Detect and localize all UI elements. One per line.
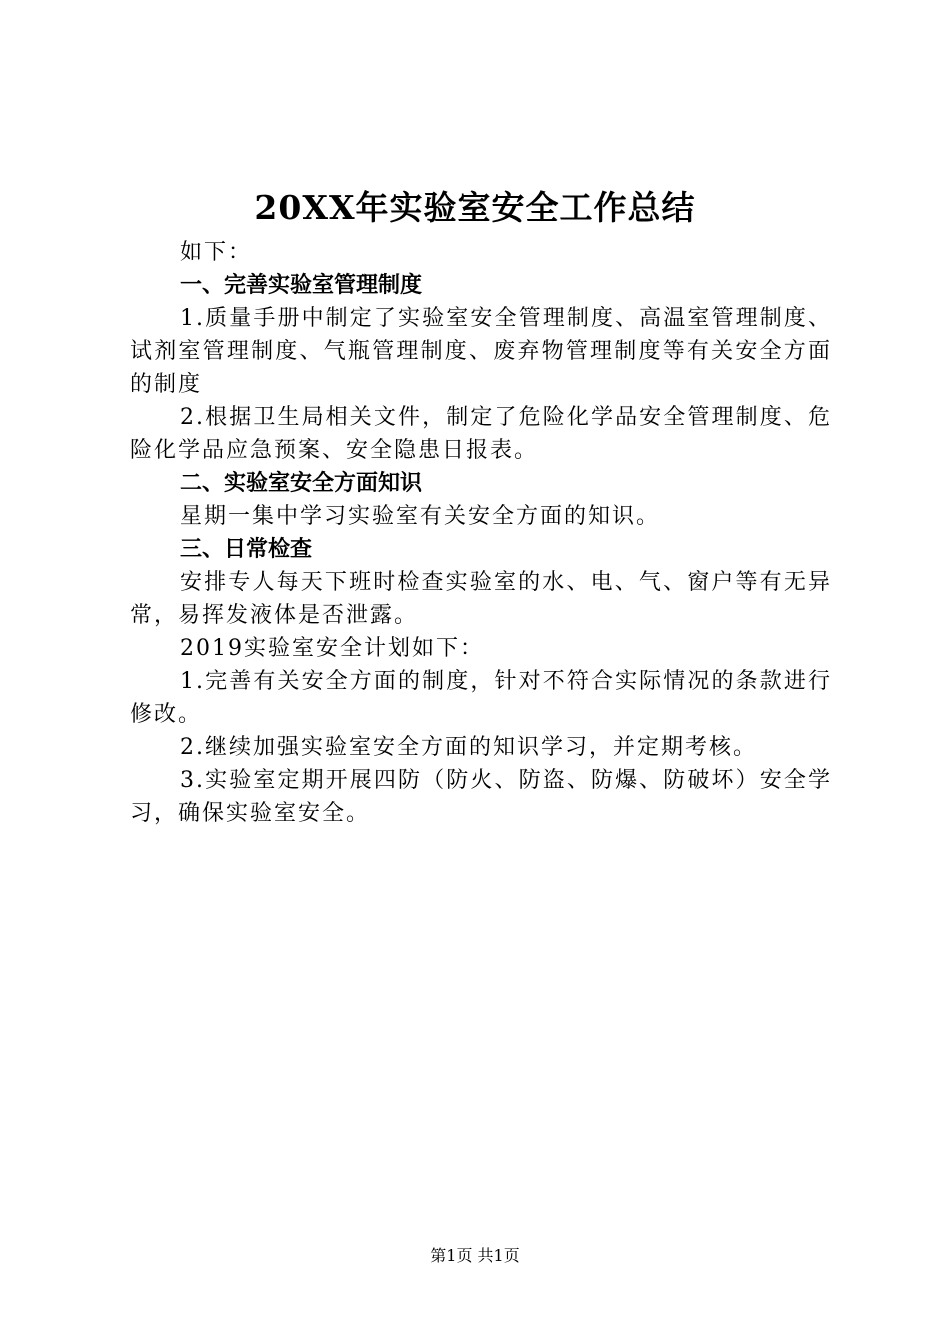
plan-item-3: 3.实验室定期开展四防（防火、防盗、防爆、防破坏）安全学习，确保实验室安全。 <box>130 768 832 826</box>
section-1-item-2: 2.根据卫生局相关文件，制定了危险化学品安全管理制度、危险化学品应急预案、安全隐患日报表。 <box>130 405 832 463</box>
plan-item-1: 1.完善有关安全方面的制度，针对不符合实际情况的条款进行修改。 <box>130 669 832 727</box>
section-heading-3: 三、日常检查 <box>180 537 313 562</box>
plan-intro: 2019实验室安全计划如下： <box>180 636 484 661</box>
section-1-item-1: 1.质量手册中制定了实验室安全管理制度、高温室管理制度、试剂室管理制度、气瓶管理制度、废弃物管理制度等有关安全方面的制度 <box>130 306 832 397</box>
section-heading-1: 一、完善实验室管理制度 <box>180 273 423 298</box>
document-title: 20XX年实验室安全工作总结 <box>254 188 696 227</box>
document-body <box>130 236 832 830</box>
section-3-text: 安排专人每天下班时检查实验室的水、电、气、窗户等有无异常，易挥发液体是否泄露。 <box>130 570 832 628</box>
intro-paragraph: 如下： <box>180 240 253 265</box>
section-2-text: 星期一集中学习实验室有关安全方面的知识。 <box>180 504 661 529</box>
section-heading-2: 二、实验室安全方面知识 <box>180 471 423 496</box>
page-footer: 第1页 共1页 <box>430 1246 520 1265</box>
plan-item-2: 2.继续加强实验室安全方面的知识学习，并定期考核。 <box>180 735 757 760</box>
